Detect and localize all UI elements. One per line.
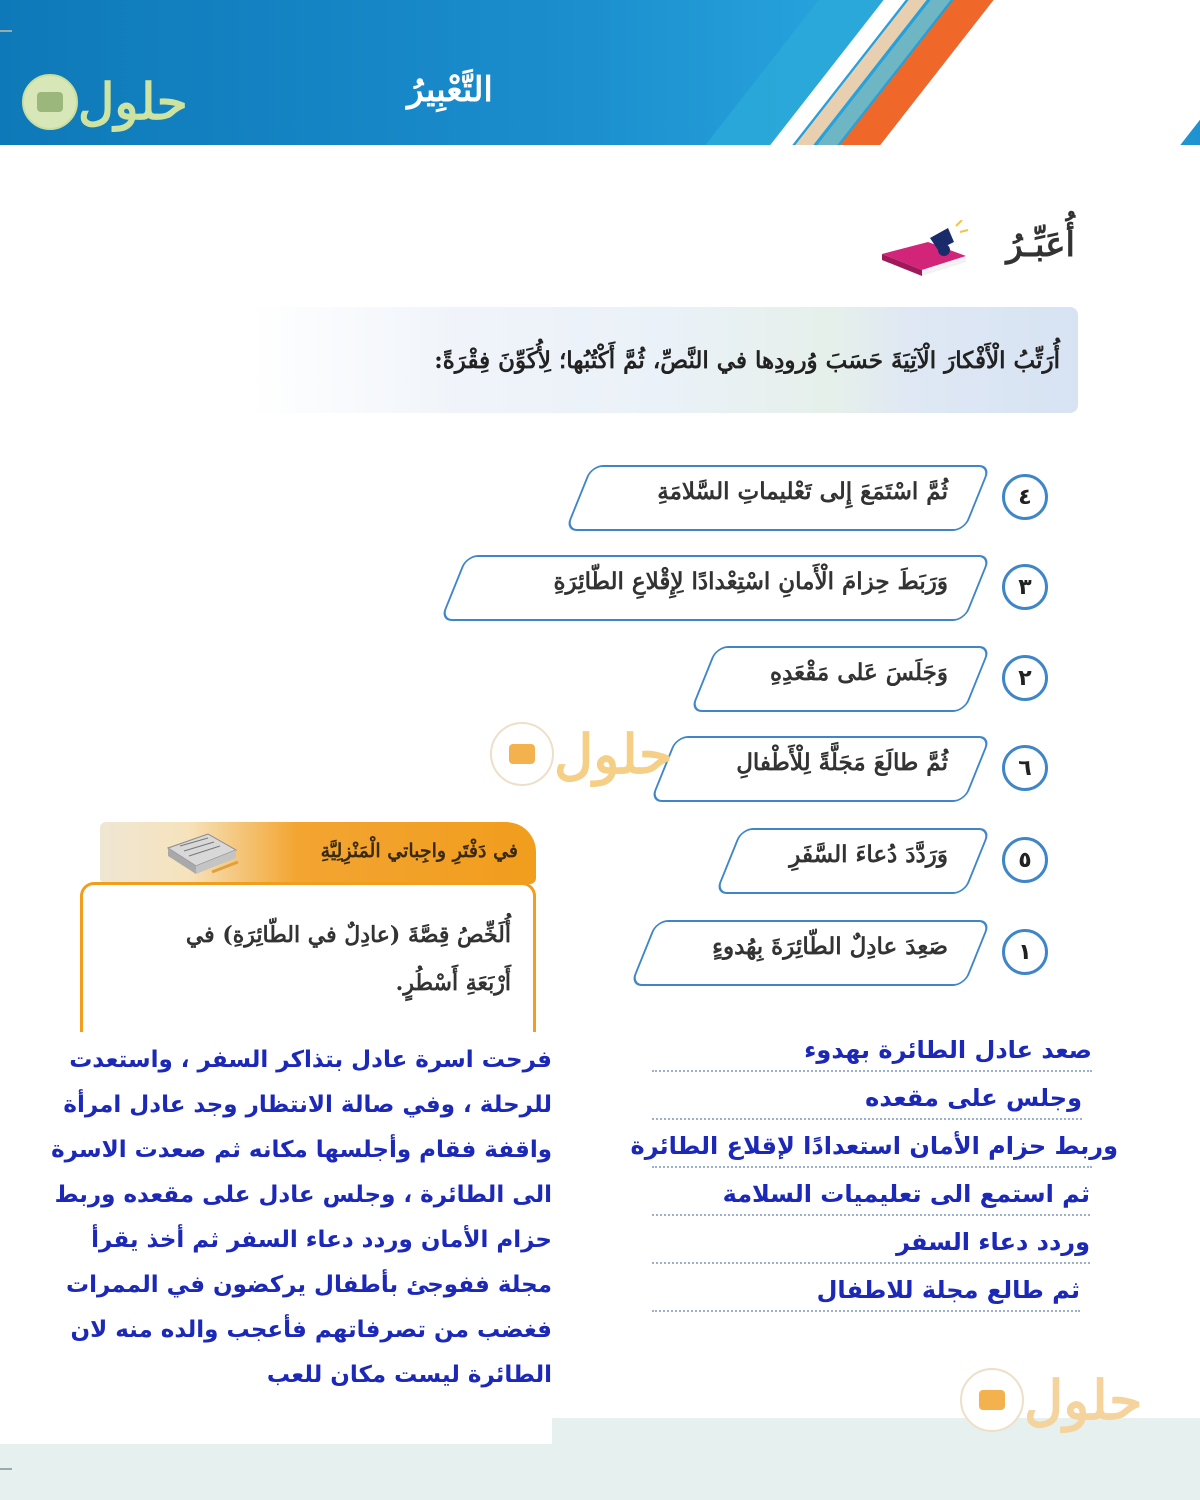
- answer-paragraph: [0, 1038, 552, 1398]
- ordered-answer-text: صعد عادل الطائرة بهدوء: [804, 1036, 1092, 1064]
- dotted-line: [652, 1070, 1092, 1072]
- ordered-answer-text: وربط حزام الأمان استعدادًا لإقلاع الطائرة: [630, 1132, 1118, 1160]
- dotted-line: [652, 1166, 1092, 1168]
- logo-text: حلول: [1024, 1368, 1143, 1432]
- answer-line: فرحت اسرة عادل بتذاكر السفر ، واستعدت: [69, 1047, 552, 1073]
- idea-number: ١: [1002, 929, 1048, 975]
- logo-book-icon: [960, 1368, 1024, 1432]
- idea-number: ٤: [1002, 474, 1048, 520]
- dotted-line: [652, 1118, 1082, 1120]
- watermark-logo: [22, 72, 196, 131]
- idea-item: [700, 825, 1048, 895]
- ordered-answer-line: [652, 1180, 1090, 1224]
- instruction-text: أُرَتِّبُ الْأَفْكارَ الْآتِيَةَ حَسَبَ وُرودِها في النَّصِّ، ثُمَّ أَكْتُبُها؛ لِأُكَوِّنَ فِقْرَةً:: [434, 346, 1060, 374]
- section-title: أُعَبِّـرُ: [1006, 225, 1075, 265]
- idea-text: ثُمَّ طالَعَ مَجَلَّةً لِلْأَطْفالِ: [736, 749, 948, 776]
- idea-text: وَرَدَّدَ دُعاءَ السَّفَرِ: [789, 841, 948, 868]
- answer-line: الى الطائرة ، وجلس عادل على مقعده وربط: [54, 1182, 552, 1208]
- idea-text: وَجَلَسَ عَلى مَقْعَدِهِ: [770, 659, 948, 686]
- homework-tab-label: في دَفْتَرِ واجِباتي الْمَنْزِلِيَّةِ: [320, 840, 518, 862]
- homework-tab: [100, 822, 536, 884]
- idea-text: صَعِدَ عادِلٌ الطّائِرَةَ بِهُدوءٍ: [712, 933, 948, 960]
- ordered-answer-text: وجلس على مقعده: [865, 1084, 1082, 1112]
- dotted-line: [652, 1310, 1080, 1312]
- ordered-answer-line: [610, 1132, 1118, 1176]
- idea-item: [676, 643, 1048, 713]
- ordered-answer-text: وردد دعاء السفر: [896, 1228, 1090, 1256]
- edge-mark: [0, 1468, 12, 1470]
- logo-book-icon: [490, 722, 554, 786]
- idea-item: [545, 462, 1048, 532]
- ordered-answer-text: ثم طالع مجلة للاطفال: [816, 1276, 1080, 1304]
- idea-text: ثُمَّ اسْتَمَعَ إِلى تَعْليماتِ السَّلامَةِ: [657, 478, 948, 505]
- dotted-line: [652, 1214, 1090, 1216]
- idea-item: [635, 733, 1048, 803]
- logo-text: حلول: [78, 72, 188, 131]
- answer-line: مجلة ففوجئ بأطفال يركضون في الممرات: [66, 1272, 552, 1298]
- homework-line: أَرْبَعَةِ أَسْطُرٍ.: [395, 970, 511, 996]
- answer-line: واقفة فقام وأجلسها مكانه ثم صعدت الاسرة: [51, 1137, 552, 1163]
- watermark-logo: [960, 1368, 1150, 1432]
- watermark-logo: [490, 722, 680, 786]
- ordered-answer-line: [652, 1036, 1092, 1080]
- answer-line: حزام الأمان وردد دعاء السفر ثم أخذ يقرأ: [91, 1227, 552, 1253]
- instruction-bar: [250, 307, 1078, 413]
- idea-item: [615, 917, 1048, 987]
- answer-line: الطائرة ليست مكان للعب: [266, 1362, 552, 1388]
- idea-number: ٥: [1002, 837, 1048, 883]
- idea-number: ٢: [1002, 655, 1048, 701]
- answer-line: للرحلة ، وفي صالة الانتظار وجد عادل امرأة: [63, 1092, 552, 1118]
- answer-line: فغضب من تصرفاتهم فأعجب والده منه لان: [70, 1317, 552, 1343]
- homework-text: [101, 911, 511, 1007]
- homework-line: أُلَخِّصُ قِصَّةَ (عادِلٌ في الطّائِرَةِ) في: [185, 922, 511, 948]
- idea-number: ٣: [1002, 564, 1048, 610]
- logo-book-icon: [22, 74, 78, 130]
- edge-mark: [0, 30, 12, 32]
- homework-notebook-icon: [162, 828, 242, 878]
- ordered-answer-text: ثم استمع الى تعليميات السلامة: [722, 1180, 1090, 1208]
- ordered-answer-line: [652, 1276, 1080, 1320]
- idea-item: [420, 552, 1048, 622]
- book-icon: [878, 220, 970, 278]
- homework-box: [80, 882, 536, 1032]
- idea-text: وَرَبَطَ حِزامَ الْأَمانِ اسْتِعْدادًا لِإِقْلاعِ الطّائِرَةِ: [553, 568, 948, 595]
- ordered-answer-line: [652, 1228, 1090, 1272]
- dotted-line: [652, 1262, 1090, 1264]
- ordered-answer-line: [652, 1084, 1082, 1128]
- page-title: التَّعْبِيرُ: [407, 70, 493, 110]
- idea-number: ٦: [1002, 745, 1048, 791]
- logo-text: حلول: [554, 722, 673, 786]
